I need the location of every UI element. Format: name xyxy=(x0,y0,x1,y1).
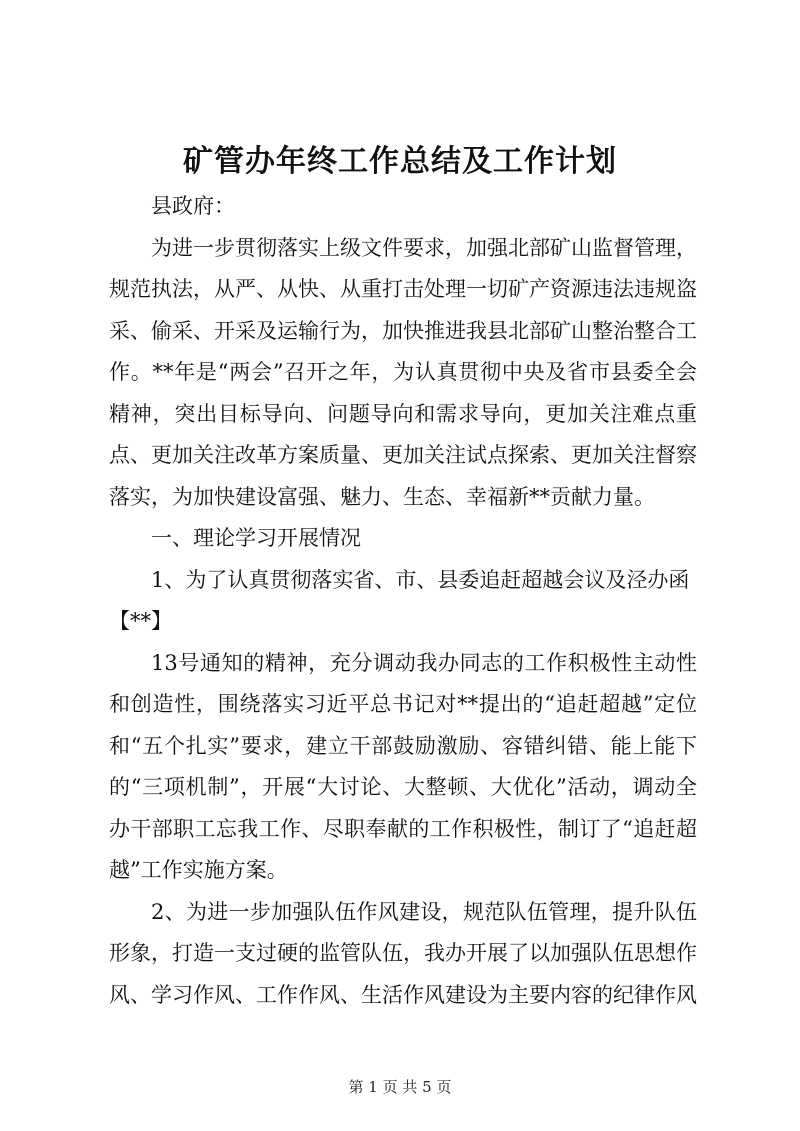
paragraph-intro: 为进一步贯彻落实上级文件要求，加强北部矿山监督管理，规范执法，从严、从快、从重打击处理一切矿产资源违法违规盗采、偷采、开采及运输行为，加快推进我县北部矿山整治整合工作。**年是“两会”召开之年，为认真贯彻中央及省市县委全会精神，突出目标导向、问题导向和需求导向，更加关注难点重点、更加关注改革方案质量、更加关注试点探索、更加关注督察落实，为加快建设富强、魅力、生态、幸福新**贡献力量。 xyxy=(109,235,697,509)
paragraph-bracket-ref: 【**】 xyxy=(109,609,172,633)
document-body xyxy=(109,186,697,1016)
paragraph-item-1-body: 13号通知的精神，充分调动我办同志的工作积极性主动性和创造性，围绕落实习近平总书记对**提出的“追赶超越”定位和“五个扎实”要求，建立干部鼓励激励、容错纠错、能上能下的“三项机制”，开展“大讨论、大整顿、大优化”活动，调动全办干部职工忘我工作、尽职奉献的工作积极性，制订了“追赶超越”工作实施方案。 xyxy=(109,650,697,882)
salutation: 县政府： xyxy=(151,194,235,218)
section-heading-theory-study: 一、理论学习开展情况 xyxy=(151,526,361,550)
paragraph-item-2: 2、为进一步加强队伍作风建设，规范队伍管理，提升队伍形象，打造一支过硬的监管队伍，我办开展了以加强队伍思想作风、学习作风、工作作风、生活作风建设为主要内容的纪律作风 xyxy=(109,899,697,1007)
paragraph-item-1-start: 1、为了认真贯彻落实省、市、县委追赶超越会议及泾办函 xyxy=(151,567,690,592)
page-footer: 第 1 页 共 5 页 xyxy=(348,1078,452,1096)
document-title: 矿管办年终工作总结及工作计划 xyxy=(183,144,617,179)
